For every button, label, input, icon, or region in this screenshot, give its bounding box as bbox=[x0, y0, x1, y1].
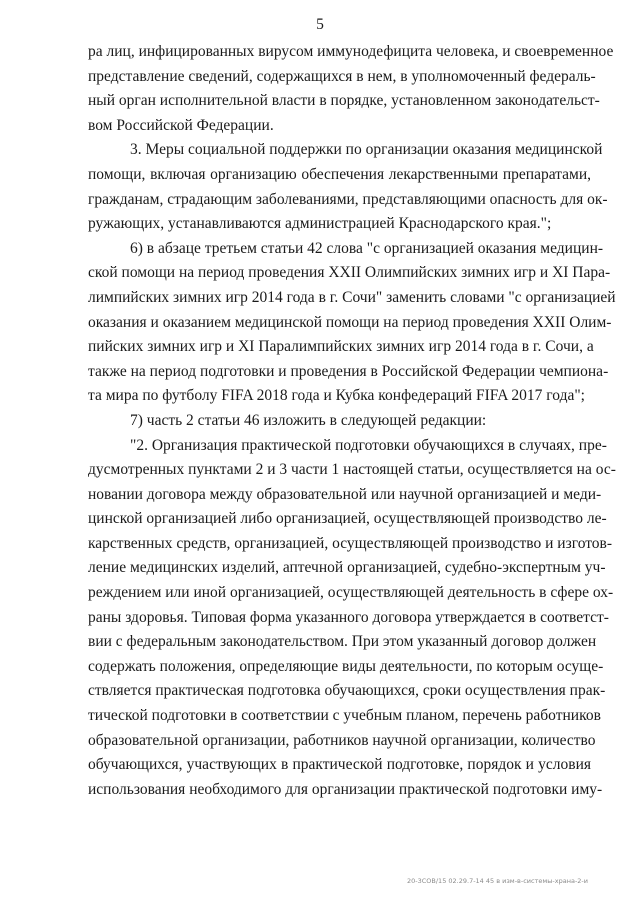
text-line: "2. Организация практической подготовки обучающихся в случаях, пре- bbox=[130, 436, 607, 454]
text-line: ствляется практическая подготовка обучающихся, сроки осуществления прак- bbox=[88, 682, 606, 700]
text-line: дусмотренных пунктами 2 и 3 части 1 настоящей статьи, осуществляется на ос- bbox=[88, 461, 616, 479]
page-number: 5 bbox=[316, 16, 324, 33]
text-line: также на период подготовки и проведения в Российской Федерации чемпиона- bbox=[88, 362, 609, 380]
footer-reference: 20-3СОВ/15 02.29.7-14 45 в изм-в-системы-храна-2-и bbox=[407, 877, 589, 885]
text-line: ный орган исполнительной власти в порядке, установленном законодательст- bbox=[88, 92, 600, 110]
text-line: ской помощи на период проведения XXII Олимпийских зимних игр и XI Пара- bbox=[88, 264, 611, 282]
text-line: ружающих, устанавливаются администрацией Краснодарского края."; bbox=[88, 215, 552, 233]
text-line: вии с федеральным законодательством. При этом указанный договор должен bbox=[88, 633, 597, 651]
text-line: реждением или иной организацией, осуществляющей деятельность в сфере ох- bbox=[88, 584, 614, 602]
text-line: 7) часть 2 статьи 46 изложить в следующей редакции: bbox=[130, 411, 487, 429]
document-body bbox=[88, 40, 616, 802]
text-line: новании договора между образовательной или научной организацией и меди- bbox=[88, 485, 602, 503]
text-line: та мира по футболу FIFA 2018 года и Кубка конфедераций FIFA 2017 года"; bbox=[88, 387, 585, 405]
text-line: вом Российской Федерации. bbox=[88, 116, 274, 134]
text-line: представление сведений, содержащихся в нем, в уполномоченный федераль- bbox=[88, 67, 596, 85]
text-line: цинской организацией либо организацией, осуществляющей производство ле- bbox=[88, 510, 607, 528]
text-line: тической подготовки в соответствии с учебным планом, перечень работников bbox=[88, 707, 601, 725]
text-line: помощи, включая организацию обеспечения лекарственными препаратами, bbox=[88, 165, 591, 183]
text-line: 3. Меры социальной поддержки по организации оказания медицинской bbox=[130, 141, 603, 159]
text-line: гражданам, страдающим заболеваниями, представляющими опасность для ок- bbox=[88, 190, 608, 208]
text-line: обучающихся, участвующих в практической подготовке, порядок и условия bbox=[88, 756, 591, 774]
text-line: лимпийских зимних игр 2014 года в г. Сочи" заменить словами "с организацией bbox=[88, 288, 616, 306]
text-line: ление медицинских изделий, аптечной организацией, судебно-экспертным уч- bbox=[88, 559, 606, 577]
text-line: карственных средств, организацией, осуществляющей производство и изготов- bbox=[88, 534, 613, 552]
text-line: содержать положения, определяющие виды деятельности, по которым осуще- bbox=[88, 657, 604, 675]
text-line: ра лиц, инфицированных вирусом иммунодефицита человека, и своевременное bbox=[88, 43, 614, 60]
text-line: пийских зимних игр и XI Паралимпийских зимних игр 2014 года в г. Сочи, а bbox=[88, 338, 594, 356]
text-line: раны здоровья. Типовая форма указанного договора утверждается в соответст- bbox=[88, 608, 609, 626]
text-line: использования необходимого для организации практической подготовки иму- bbox=[88, 780, 603, 798]
text-line: оказания и оказанием медицинской помощи на период проведения XXII Олим- bbox=[88, 313, 612, 331]
text-line: 6) в абзаце третьем статьи 42 слова "с организацией оказания медицин- bbox=[130, 239, 604, 257]
text-line: образовательной организации, работников научной организации, количество bbox=[88, 731, 596, 749]
